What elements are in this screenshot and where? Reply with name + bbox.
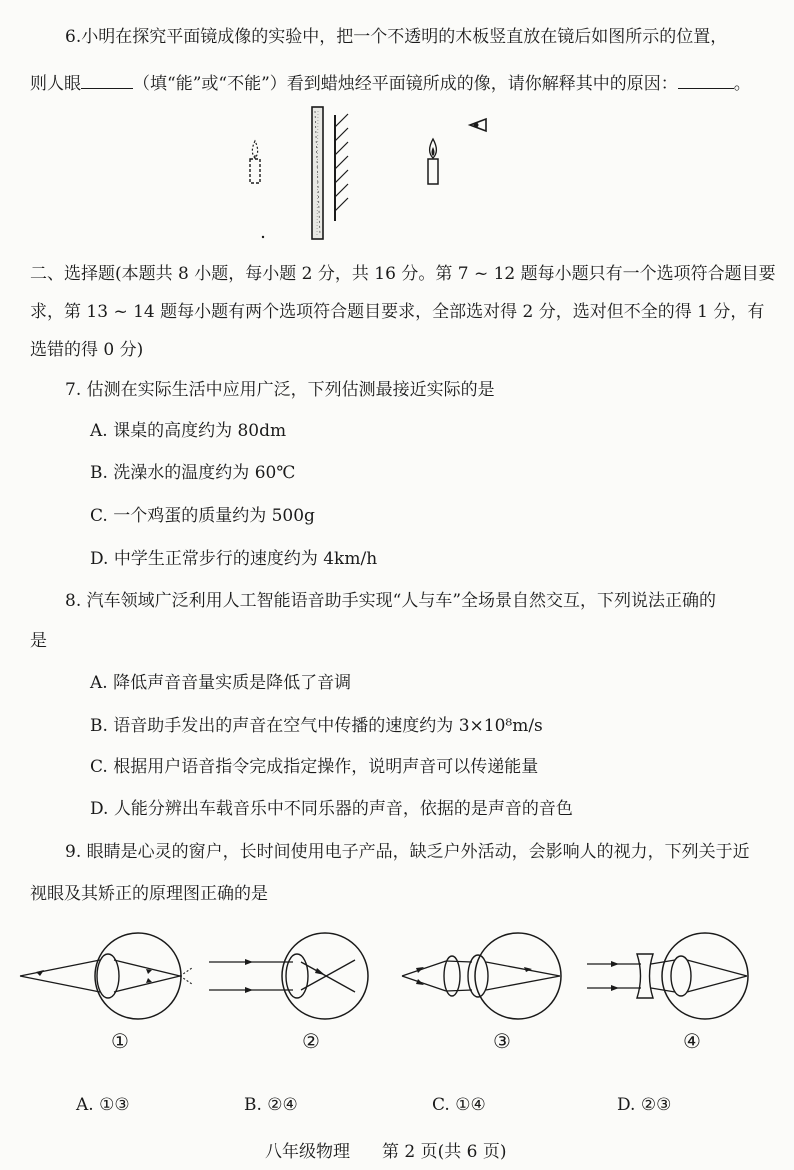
eye-diagram-1 — [20, 930, 200, 1030]
q6-line2-b: （填“能”或“不能”）看到蜡烛经平面镜所成的像，请你解释其中的原因： — [133, 74, 678, 94]
q7-option-b: B. 洗澡水的温度约为 60℃ — [90, 463, 296, 483]
eye-diagram-label-3: ③ — [493, 1029, 511, 1053]
q9-stem-line2: 视眼及其矫正的原理图正确的是 — [30, 884, 268, 904]
section2-line1: 二、选择题(本题共 8 小题，每小题 2 分，共 16 分。第 7 ~ 12 题每小题只有一个选项符合题目要 — [30, 264, 776, 284]
q8-option-c: C. 根据用户语音指令完成指定操作，说明声音可以传递能量 — [90, 757, 539, 777]
q7-option-d: D. 中学生正常步行的速度约为 4km/h — [90, 549, 378, 569]
candle-image-icon — [250, 141, 260, 183]
q9-option-b: B. ②④ — [244, 1095, 298, 1115]
wooden-board-icon — [312, 107, 323, 239]
q9-stem-line1: 9. 眼睛是心灵的窗户，长时间使用电子产品，缺乏户外活动，会影响人的视力，下列关于近 — [65, 842, 750, 862]
q8-option-d: D. 人能分辨出车载音乐中不同乐器的声音，依据的是声音的音色 — [90, 799, 573, 819]
q6-mirror-figure — [240, 105, 520, 245]
footer-page-number: 第 2 页(共 6 页) — [382, 1142, 507, 1162]
eye-diagram-label-4: ④ — [683, 1029, 701, 1053]
eye-diagram-3 — [400, 930, 580, 1030]
q9-option-d: D. ②③ — [617, 1095, 672, 1115]
q6-blank-2 — [678, 72, 734, 89]
q9-option-a: A. ①③ — [76, 1095, 130, 1115]
eye-icon — [470, 119, 486, 131]
q8-option-a: A. 降低声音音量实质是降低了音调 — [90, 673, 352, 693]
q6-line1: 6.小明在探究平面镜成像的实验中，把一个不透明的木板竖直放在镜后如图所示的位置， — [65, 27, 728, 47]
q8-stem-line2: 是 — [30, 631, 47, 651]
q7-stem: 7. 估测在实际生活中应用广泛，下列估测最接近实际的是 — [65, 380, 495, 400]
eye-diagram-label-1: ① — [111, 1029, 129, 1053]
candle-icon — [428, 139, 438, 184]
section2-line3: 选错的得 0 分) — [30, 340, 144, 360]
q7-option-c: C. 一个鸡蛋的质量约为 500g — [90, 506, 315, 526]
eye-diagram-label-2: ② — [302, 1029, 320, 1053]
q9-option-c: C. ①④ — [432, 1095, 486, 1115]
q6-blank-1 — [81, 72, 133, 89]
footer-subject: 八年级物理 — [265, 1142, 350, 1162]
q6-line2-c: 。 — [733, 74, 751, 94]
q6-line2 — [30, 72, 751, 95]
q8-stem-line1: 8. 汽车领域广泛利用人工智能语音助手实现“人与车”全场景自然交互，下列说法正确的 — [65, 591, 717, 611]
eye-diagram-4 — [585, 930, 765, 1030]
q7-option-a: A. 课桌的高度约为 80dm — [90, 421, 287, 441]
q6-line2-a: 则人眼 — [30, 74, 81, 94]
eye-diagram-2 — [205, 930, 385, 1030]
q8-option-b: B. 语音助手发出的声音在空气中传播的速度约为 3×10⁸m/s — [90, 716, 543, 736]
section2-line2: 求，第 13 ~ 14 题每小题有两个选项符合题目要求，全部选对得 2 分，选对但不全的得 1 分，有 — [30, 302, 765, 322]
plane-mirror-icon — [335, 114, 348, 221]
